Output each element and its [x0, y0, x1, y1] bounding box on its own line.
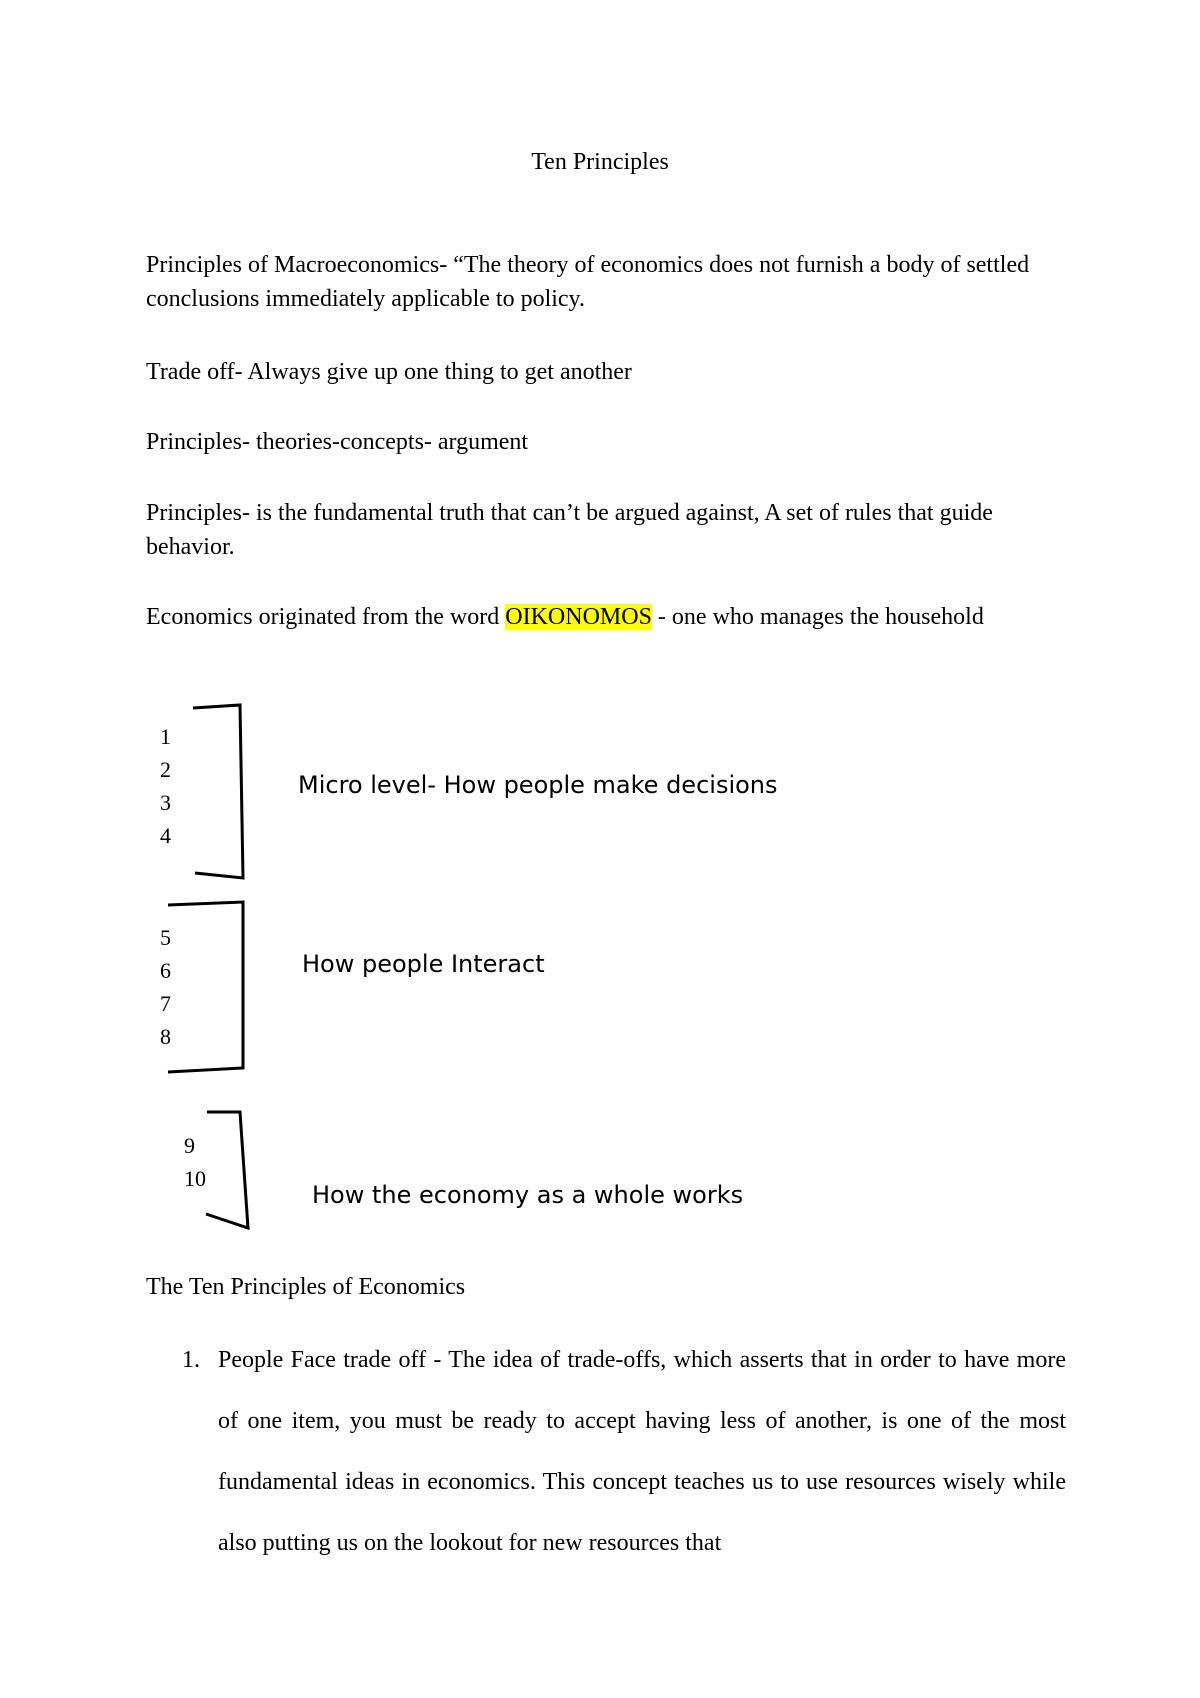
group-number: 3: [160, 790, 171, 815]
list-item-text: People Face trade off - The idea of trade-offs, which asserts that in order to have more of one item, you must be ready to accept having less of another, is one of the most fundamental ideas in economics. This concept teaches us to use resources wisely while also putting us on the lookout for new resources that: [218, 1347, 1066, 1556]
group-number: 10: [184, 1166, 206, 1191]
group-number: 5: [160, 925, 171, 950]
group-number: 4: [160, 823, 171, 848]
group-number: 7: [160, 991, 171, 1016]
oikonomos-lead-text: Economics originated from the word: [146, 604, 506, 630]
group-label-interact: How people Interact: [302, 950, 545, 978]
group-number: 6: [160, 958, 171, 983]
group-number: 8: [160, 1024, 171, 1049]
oikonomos-highlight: OIKONOMOS: [505, 604, 652, 630]
paragraph-macroeconomics: Principles of Macroeconomics- “The theory of economics does not furnish a body of settled conclusions immediately applicable to policy.: [146, 252, 1030, 312]
paragraph-principles-definition: Principles- is the fundamental truth that can’t be argued against, A set of rules that guide behavior.: [146, 500, 993, 560]
oikonomos-tail-text: - one who manages the household: [651, 604, 984, 630]
group-label-micro: Micro level- How people make decisions: [298, 771, 778, 799]
paragraph-trade-off: Trade off- Always give up one thing to get another: [146, 359, 632, 385]
list-marker: 1.: [182, 1347, 200, 1373]
section-heading: The Ten Principles of Economics: [146, 1274, 466, 1300]
principles-list: [146, 1330, 1066, 1574]
group-number: 2: [160, 757, 171, 782]
list-item: [146, 1330, 1066, 1574]
bracket-micro: [193, 705, 243, 878]
bracket-interact: [168, 902, 243, 1072]
group-label-economy: How the economy as a whole works: [312, 1181, 744, 1209]
paragraph-principles-theories: Principles- theories-concepts- argument: [146, 429, 529, 455]
bracket-economy: [206, 1112, 248, 1228]
page-title: Ten Principles: [531, 149, 669, 175]
group-number: 1: [160, 724, 171, 749]
group-number: 9: [184, 1133, 195, 1158]
